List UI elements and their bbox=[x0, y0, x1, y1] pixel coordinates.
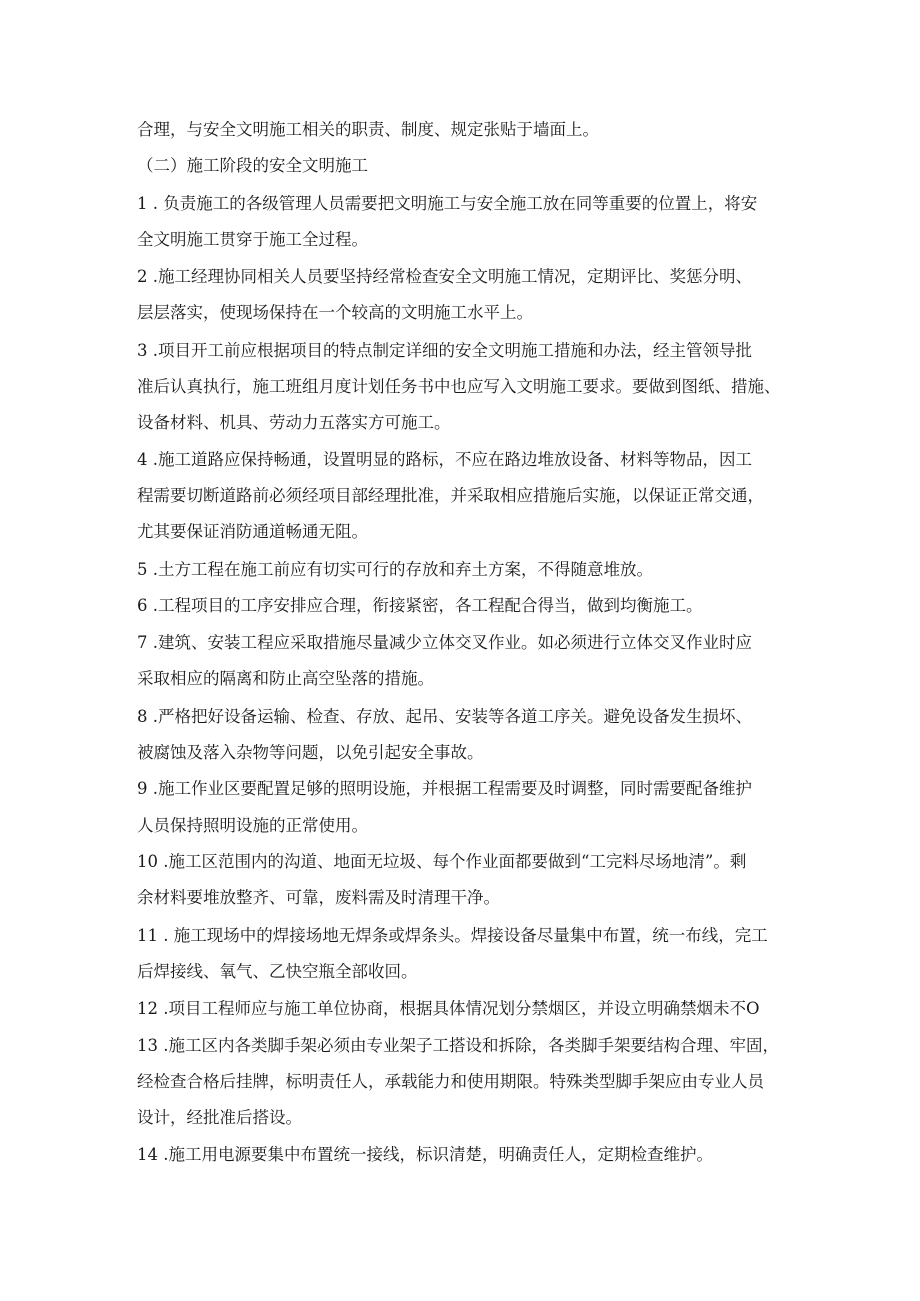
text-line: 3 .项目开工前应根据项目的特点制定详细的安全文明施工措施和办法，经主管领导批 bbox=[137, 341, 752, 360]
text-line: 设备材料、机具、劳动力五落实方可施工。 bbox=[137, 413, 451, 432]
text-line: 13 .施工区内各类脚手架必须由专业架子工搭设和拆除，各类脚手架要结构合理、牢固， bbox=[137, 1036, 779, 1055]
text-line: 经检查合格后挂牌，标明责任人，承载能力和使用期限。特殊类型脚手架应由专业人员 bbox=[137, 1072, 764, 1091]
text-line: 5 .土方工程在施工前应有切实可行的存放和弃土方案，不得随意堆放。 bbox=[137, 560, 653, 579]
text-line: 层层落实，使现场保持在一个较高的文明施工水平上。 bbox=[137, 303, 533, 322]
text-line: 程需要切断道路前必须经项目部经理批准，并采取相应措施后实施，以保证正常交通， bbox=[137, 486, 764, 505]
text-line: 12 .项目工程师应与施工单位协商，根据具体情况划分禁烟区，并设立明确禁烟未不O bbox=[137, 999, 760, 1018]
text-line: 1 . 负责施工的各级管理人员需要把文明施工与安全施工放在同等重要的位置上，将安 bbox=[137, 194, 758, 213]
text-line: 合理，与安全文明施工相关的职责、制度、规定张贴于墙面上。 bbox=[137, 120, 599, 139]
text-line: 采取相应的隔离和防止高空坠落的措施。 bbox=[137, 669, 434, 688]
text-line: 14 .施工用电源要集中布置统一接线，标识清楚，明确责任人，定期检查维护。 bbox=[137, 1145, 713, 1164]
text-line: 后焊接线、氧气、乙快空瓶全部收回。 bbox=[137, 962, 418, 981]
text-line: 被腐蚀及落入杂物等问题，以免引起安全事故。 bbox=[137, 743, 484, 762]
text-line: 11 . 施工现场中的焊接场地无焊条或焊条头。焊接设备尽量集中布置，统一布线，完工 bbox=[137, 926, 768, 945]
section-heading: （二）施工阶段的安全文明施工 bbox=[137, 156, 368, 175]
text-line: 8 .严格把好设备运输、检查、存放、起吊、安装等各道工序关。避免设备发生损坏、 bbox=[137, 707, 752, 726]
text-line: 余材料要堆放整齐、可靠，废料需及时清理干净。 bbox=[137, 888, 500, 907]
text-line: 7 .建筑、安装工程应采取措施尽量减少立体交叉作业。如必须进行立体交叉作业时应 bbox=[137, 633, 752, 652]
text-line: 2 .施工经理协同相关人员要坚持经常检查安全文明施工情况，定期评比、奖惩分明、 bbox=[137, 267, 752, 286]
text-line: 全文明施工贯穿于施工全过程。 bbox=[137, 230, 368, 249]
text-line: 人员保持照明设施的正常使用。 bbox=[137, 816, 368, 835]
text-line: 6 .工程项目的工序安排应合理，衔接紧密，各工程配合得当，做到均衡施工。 bbox=[137, 596, 703, 615]
text-line: 9 .施工作业区要配置足够的照明设施，并根据工程需要及时调整，同时需要配备维护 bbox=[137, 779, 752, 798]
text-line: 10 .施工区范围内的沟道、地面无垃圾、每个作业面都要做到“工完料尽场地清”。剩 bbox=[137, 852, 747, 871]
text-line: 尤其要保证消防通道畅通无阻。 bbox=[137, 522, 368, 541]
text-line: 设计，经批准后搭设。 bbox=[137, 1108, 302, 1127]
text-line: 准后认真执行，施工班组月度计划任务书中也应写入文明施工要求。要做到图纸、措施、 bbox=[137, 377, 781, 396]
text-line: 4 .施工道路应保持畅通，设置明显的路标，不应在路边堆放设备、材料等物品，因工 bbox=[137, 450, 752, 469]
